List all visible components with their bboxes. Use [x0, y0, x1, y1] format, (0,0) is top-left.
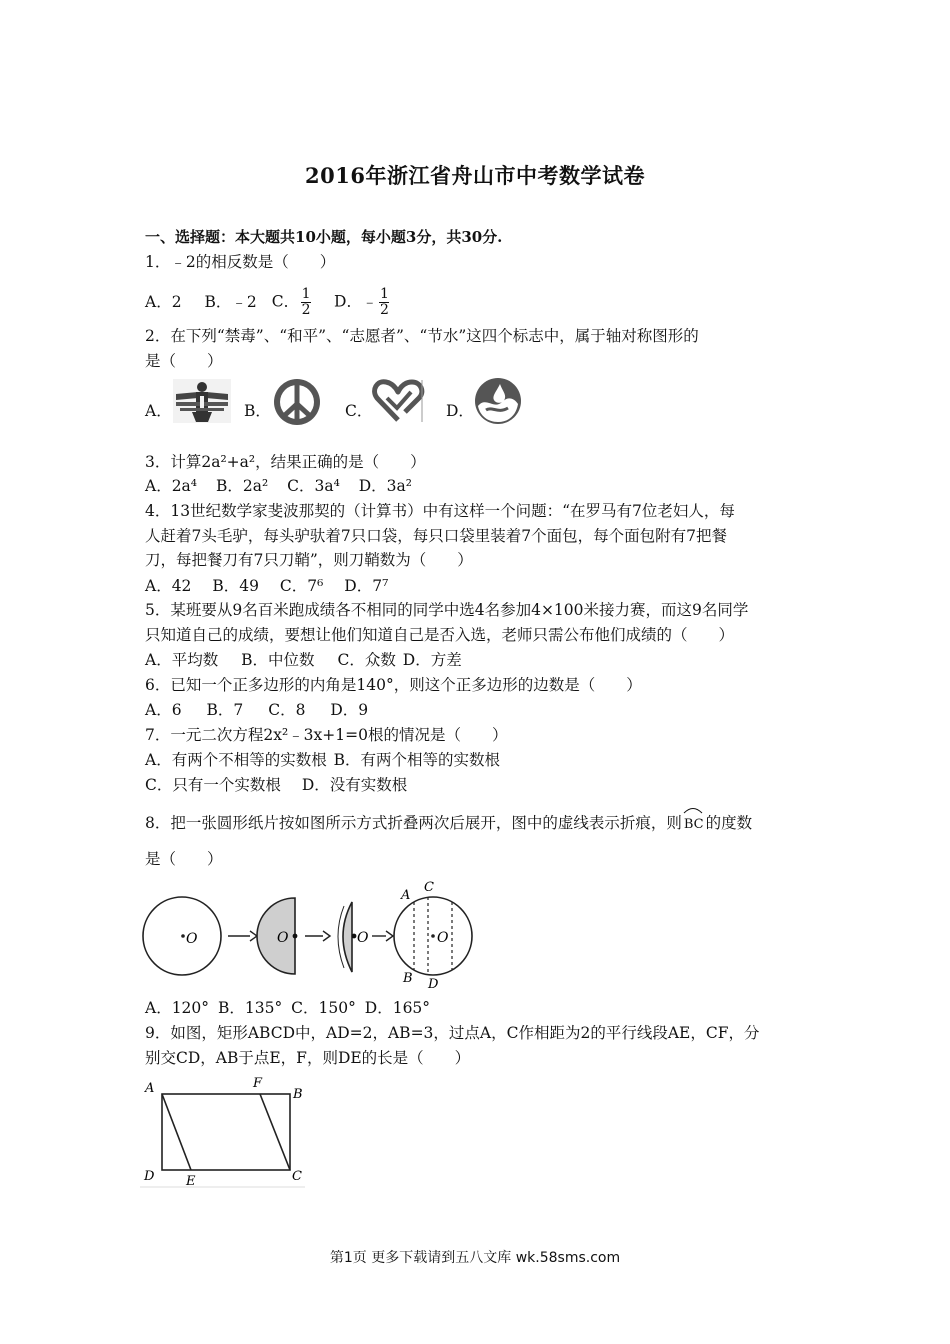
- q4-option-c: C．7⁶: [279, 577, 324, 595]
- q2-option-d: D．: [446, 402, 474, 420]
- q7-options-row2: [145, 774, 407, 796]
- q6-option-b: B．7: [206, 701, 244, 719]
- q6-option-d: D．9: [330, 701, 369, 719]
- q7-stem: 7．一元二次方程2x²﹣3x+1=0根的情况是（ ）: [145, 726, 508, 744]
- q6-option-c: C．8: [268, 701, 306, 719]
- anti-drug-logo-icon: [172, 378, 232, 424]
- q6-option-a: A．6: [145, 701, 182, 719]
- fig9-label-e: E: [186, 1174, 196, 1189]
- fig-label-b: B: [403, 971, 413, 986]
- q7-options-row1: [145, 749, 500, 771]
- water-saving-icon: [472, 376, 524, 426]
- q9-stem-line2: 别交CD，AB于点E，F，则DE的长是（ ）: [145, 1049, 471, 1067]
- q3-option-c: C．3a⁴: [287, 477, 340, 495]
- q5-stem-line1: 5．某班要从9名百米跑成绩各不相同的同学中选4名参加4×100米接力赛，而这9名同学: [145, 601, 749, 619]
- q3-option-a: A．2a⁴: [145, 477, 198, 495]
- fig-label-c: C: [424, 880, 434, 895]
- fig-label-a: A: [401, 888, 411, 903]
- peace-sign-icon: [272, 377, 322, 427]
- q3-option-b: B．2a²: [215, 477, 269, 495]
- q6-options: [145, 699, 368, 721]
- rectangle-abcd-figure: [140, 1072, 310, 1190]
- q1-option-a: A．2: [145, 292, 182, 311]
- q5-option-b: B．中位数: [241, 651, 315, 669]
- q8-stem-line1: 8．把一张圆形纸片按如图所示方式折叠两次后展开，图中的虚线表示折痕，则 BC 的度数: [145, 812, 752, 836]
- q4-option-b: B．49: [212, 577, 259, 595]
- q5-option-d: D．方差: [402, 651, 462, 669]
- q5-option-a: A．平均数: [145, 651, 219, 669]
- fig-label-o1: O: [186, 931, 198, 947]
- q4-option-a: A．42: [145, 577, 192, 595]
- volunteer-heart-icon: [371, 378, 425, 424]
- fig9-label-b: B: [293, 1087, 303, 1102]
- q7-option-a: A．有两个不相等的实数根: [145, 751, 327, 769]
- q1-stem: 1．﹣2的相反数是（ ）: [145, 253, 336, 271]
- q2-option-a: A．: [145, 402, 172, 420]
- folding-circle-figure: [140, 876, 480, 990]
- q1-option-b: B．﹣2: [204, 292, 257, 311]
- fig9-label-d: D: [144, 1169, 155, 1184]
- q2-option-b: B．: [244, 402, 271, 420]
- q1-fraction-d: $\frac{1}{2}$: [379, 286, 389, 318]
- fig9-label-a: A: [145, 1081, 155, 1096]
- page-footer: 第1页 更多下载请到五八文库 wk.58sms.com: [329, 1250, 621, 1266]
- q1-option-c: C． $\frac{1}{2}$: [271, 286, 311, 318]
- fig-label-o3: O: [357, 930, 369, 946]
- page-title: 2016年浙江省舟山市中考数学试卷: [305, 163, 645, 188]
- q4-stem-line3: 刀，每把餐刀有7只刀鞘”，则刀鞘数为（ ）: [145, 551, 473, 569]
- fig9-label-c: C: [292, 1169, 302, 1184]
- arc-bc-symbol: BC: [684, 814, 704, 836]
- q1-option-d: D．﹣ $\frac{1}{2}$: [334, 286, 389, 318]
- q2-stem-line2: 是（ ）: [145, 352, 223, 370]
- q7-option-d: D．没有实数根: [301, 776, 408, 794]
- q4-stem-line2: 人赶着7头毛驴，每头驴驮着7只口袋，每只口袋里装着7个面包，每个面包附有7把餐: [145, 527, 727, 545]
- q5-option-c: C．众数: [337, 651, 396, 669]
- q8-stem-line2: 是（ ）: [145, 850, 223, 868]
- q3-options: [145, 475, 412, 497]
- q7-option-c: C．只有一个实数根: [145, 776, 281, 794]
- q1-options: [145, 287, 391, 318]
- q2-option-c: C．: [345, 402, 373, 420]
- q4-option-d: D．7⁷: [344, 577, 389, 595]
- q8-option-d: D．165°: [364, 999, 431, 1017]
- fig-label-o2: O: [277, 930, 289, 946]
- q5-options: [145, 649, 462, 671]
- q8-option-b: B．135°: [217, 999, 283, 1017]
- q4-options: [145, 575, 388, 597]
- q8-option-a: A．120°: [145, 999, 210, 1017]
- fig-label-o4: O: [437, 930, 449, 946]
- q2-stem-line1: 2．在下列“禁毒”、“和平”、“志愿者”、“节水”这四个标志中，属于轴对称图形的: [145, 327, 699, 345]
- q9-stem-line1: 9．如图，矩形ABCD中，AD=2，AB=3，过点A，C作相距为2的平行线段AE，CF，分: [145, 1024, 760, 1042]
- q7-option-b: B．有两个相等的实数根: [333, 751, 501, 769]
- q6-stem: 6．已知一个正多边形的内角是140°，则这个正多边形的边数是（ ）: [145, 676, 642, 694]
- q1-fraction-c: $\frac{1}{2}$: [301, 286, 311, 318]
- fig9-label-f: F: [253, 1076, 263, 1091]
- q3-stem: 3．计算2a²+a²，结果正确的是（ ）: [145, 453, 426, 471]
- fig-label-d: D: [428, 977, 439, 990]
- q4-stem-line1: 4．13世纪数学家斐波那契的（计算书）中有这样一个问题：“在罗马有7位老妇人，每: [145, 502, 735, 520]
- section-heading: 一、选择题：本大题共10小题，每小题3分，共30分.: [145, 228, 503, 246]
- q8-option-c: C．150°: [291, 999, 356, 1017]
- q8-options: [145, 997, 430, 1019]
- q5-stem-line2: 只知道自己的成绩，要想让他们知道自己是否入选，老师只需公布他们成绩的（ ）: [145, 626, 735, 644]
- q3-option-d: D．3a²: [358, 477, 412, 495]
